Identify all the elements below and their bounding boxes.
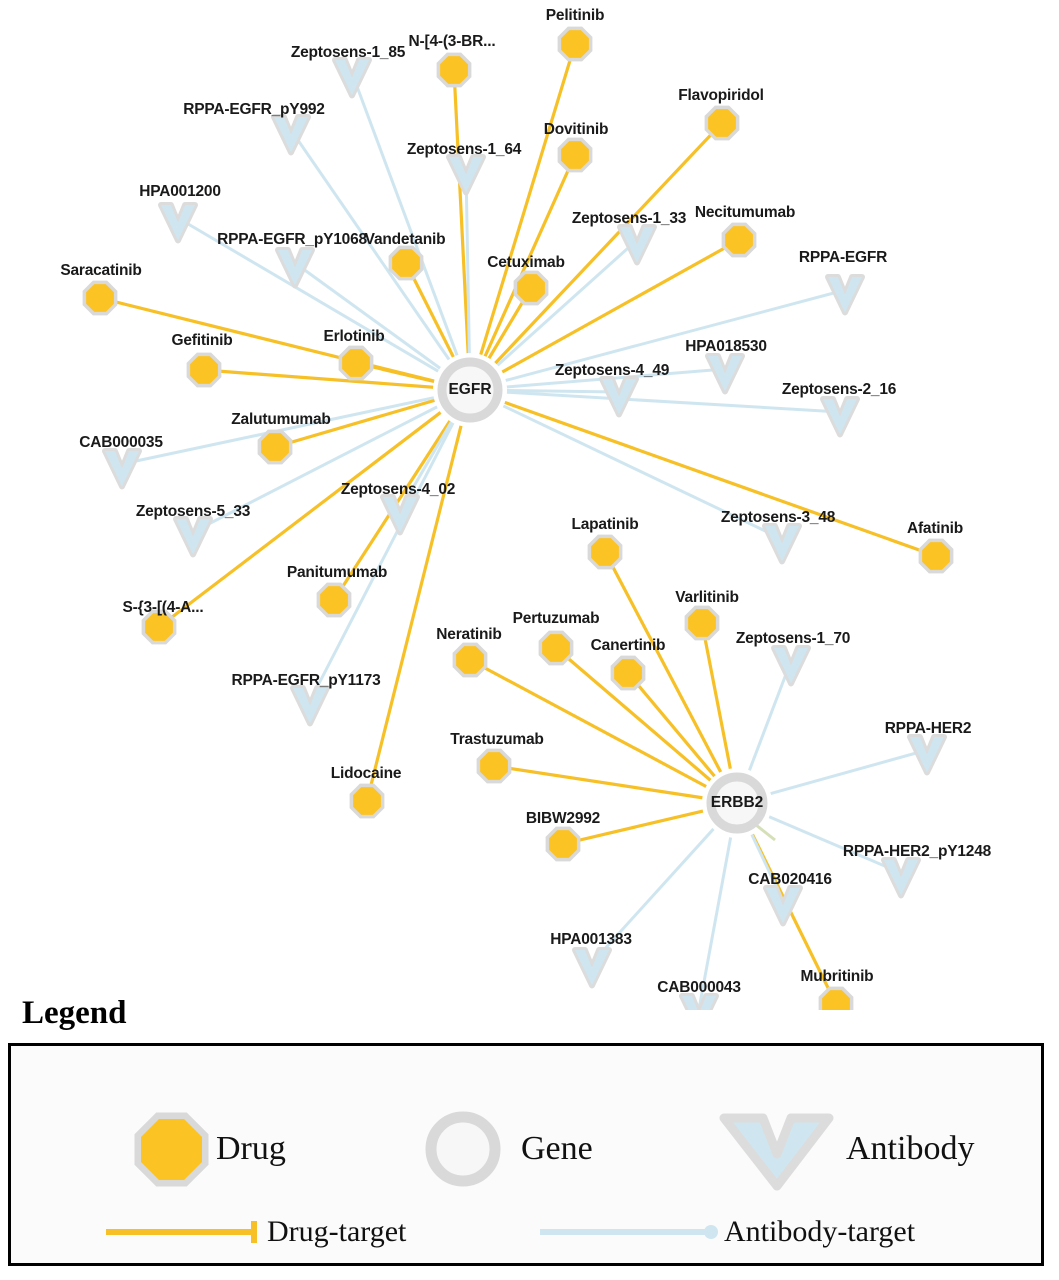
drug-label: Varlitinib bbox=[675, 589, 739, 606]
antibody-label: Zeptosens-4_49 bbox=[554, 362, 670, 379]
antibody-node[interactable] bbox=[884, 860, 918, 895]
drug-label: BIBW2992 bbox=[525, 810, 601, 827]
drug-node[interactable] bbox=[561, 30, 589, 58]
drug-target-edge bbox=[494, 766, 702, 798]
drug-node[interactable] bbox=[353, 787, 381, 815]
antibody-label: CAB000043 bbox=[657, 979, 741, 996]
antibody-label: Zeptosens-4_02 bbox=[340, 481, 456, 498]
drug-node[interactable] bbox=[708, 109, 736, 137]
drug-node[interactable] bbox=[688, 609, 716, 637]
antibody-target-edge-icon bbox=[540, 1225, 718, 1239]
drug-node[interactable] bbox=[342, 349, 370, 377]
drug-label: Necitumumab bbox=[694, 204, 796, 221]
drug-label: Mubritinib bbox=[800, 968, 874, 985]
drug-node[interactable] bbox=[480, 752, 508, 780]
drug-label: Dovitinib bbox=[543, 121, 609, 138]
antibody-label: Zeptosens-1_33 bbox=[571, 210, 687, 227]
drug-label: Vandetanib bbox=[364, 231, 446, 248]
antibody-label: HPA001383 bbox=[550, 931, 632, 948]
drug-label: N-[4-(3-BR... bbox=[408, 33, 496, 50]
antibody-target-edge bbox=[771, 750, 927, 794]
drug-label: S-{3-[(4-A... bbox=[122, 599, 204, 616]
gene-label: EGFR bbox=[448, 381, 492, 398]
antibody-label: Zeptosens-5_33 bbox=[135, 503, 251, 520]
drug-label: Panitumumab bbox=[286, 564, 388, 581]
antibody-label: Zeptosens-1_64 bbox=[406, 141, 522, 158]
drug-label: Flavopiridol bbox=[678, 87, 764, 104]
antibody-label: CAB020416 bbox=[748, 871, 832, 888]
drug-label: Pertuzumab bbox=[512, 610, 600, 627]
drug-target-edge bbox=[628, 673, 715, 776]
antibody-node[interactable] bbox=[293, 688, 327, 723]
antibody-label: Zeptosens-1_85 bbox=[290, 44, 406, 61]
drug-label: Pelitinib bbox=[545, 7, 605, 24]
drug-label: Saracatinib bbox=[60, 262, 142, 279]
antibody-node[interactable] bbox=[765, 526, 799, 561]
antibody-label: RPPA-HER2 bbox=[884, 720, 972, 737]
antibody-label: RPPA-HER2_pY1248 bbox=[842, 843, 992, 860]
antibody-node[interactable] bbox=[575, 950, 609, 985]
drug-node[interactable] bbox=[145, 613, 173, 641]
antibody-label: RPPA-EGFR_pY992 bbox=[183, 101, 325, 118]
antibody-chevron-icon bbox=[724, 1118, 829, 1186]
antibody-target-edge bbox=[749, 661, 791, 770]
drug-node[interactable] bbox=[261, 433, 289, 461]
drug-target-edge bbox=[505, 402, 936, 556]
drug-node[interactable] bbox=[725, 226, 753, 254]
drug-target-edge-icon bbox=[106, 1221, 254, 1243]
drug-node[interactable] bbox=[561, 141, 589, 169]
drug-node[interactable] bbox=[549, 830, 577, 858]
drug-node[interactable] bbox=[86, 284, 114, 312]
legend-label-drug: Drug bbox=[216, 1130, 286, 1167]
drug-label: Canertinib bbox=[590, 637, 666, 654]
legend-label-antibody: Antibody bbox=[846, 1130, 975, 1167]
drug-node[interactable] bbox=[190, 356, 218, 384]
antibody-label: CAB000035 bbox=[79, 434, 163, 451]
drug-label: Zalutumumab bbox=[231, 411, 331, 428]
antibody-node[interactable] bbox=[823, 399, 857, 434]
legend-title: Legend bbox=[22, 995, 127, 1031]
drug-node[interactable] bbox=[392, 249, 420, 277]
antibody-node[interactable] bbox=[449, 157, 483, 192]
drug-node[interactable] bbox=[320, 586, 348, 614]
antibody-node[interactable] bbox=[161, 205, 195, 240]
legend-label-gene: Gene bbox=[521, 1130, 593, 1167]
drug-label: Gefitinib bbox=[171, 332, 233, 349]
drug-octagon-icon bbox=[141, 1119, 202, 1180]
antibody-label: RPPA-EGFR bbox=[798, 249, 888, 266]
antibody-label: RPPA-EGFR_pY1068 bbox=[217, 231, 367, 248]
antibody-node[interactable] bbox=[708, 356, 742, 391]
drug-node[interactable] bbox=[456, 646, 484, 674]
antibody-node[interactable] bbox=[620, 227, 654, 262]
drug-node[interactable] bbox=[922, 542, 950, 570]
antibody-label: Zeptosens-3_48 bbox=[720, 509, 836, 526]
antibody-node[interactable] bbox=[774, 648, 808, 683]
antibody-label: HPA018530 bbox=[685, 338, 767, 355]
antibody-label: Zeptosens-2_16 bbox=[781, 381, 897, 398]
antibody-node[interactable] bbox=[176, 519, 210, 554]
antibody-node[interactable] bbox=[335, 60, 369, 95]
drug-node[interactable] bbox=[591, 538, 619, 566]
drug-node[interactable] bbox=[614, 659, 642, 687]
drug-node[interactable] bbox=[517, 274, 545, 302]
drug-label: Lidocaine bbox=[330, 765, 402, 782]
drug-label: Erlotinib bbox=[323, 328, 385, 345]
antibody-target-edge bbox=[310, 423, 456, 701]
drug-node[interactable] bbox=[542, 634, 570, 662]
legend-label-drug-target: Drug-target bbox=[267, 1215, 407, 1248]
drug-label: Afatinib bbox=[906, 520, 964, 537]
antibody-label: Zeptosens-1_70 bbox=[735, 630, 851, 647]
antibody-label: RPPA-EGFR_pY1173 bbox=[231, 672, 381, 689]
legend-box bbox=[8, 1043, 1044, 1266]
drug-node[interactable] bbox=[440, 56, 468, 84]
drug-label: Cetuximab bbox=[487, 254, 565, 271]
drug-label: Neratinib bbox=[436, 626, 502, 643]
antibody-label: HPA001200 bbox=[139, 183, 221, 200]
gene-label: ERBB2 bbox=[710, 794, 764, 811]
drug-label: Trastuzumab bbox=[450, 731, 544, 748]
antibody-node[interactable] bbox=[105, 451, 139, 486]
drug-target-edge bbox=[495, 123, 722, 363]
gene-circle-icon bbox=[431, 1117, 495, 1181]
antibody-target-edge bbox=[352, 73, 457, 355]
drug-label: Lapatinib bbox=[571, 516, 639, 533]
legend-label-antibody-target: Antibody-target bbox=[724, 1215, 916, 1248]
